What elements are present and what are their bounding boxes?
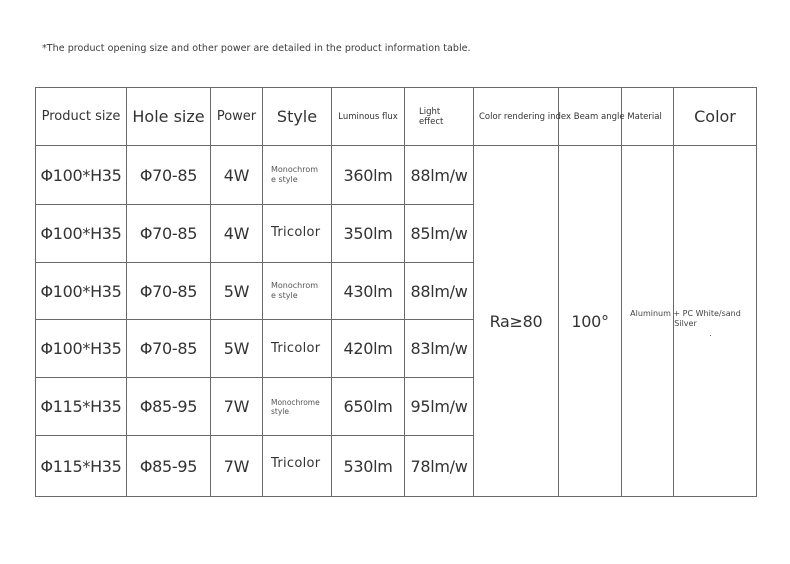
- table-row-4-style: Tricolor: [271, 341, 321, 356]
- table-row-3-hole-size: Φ70-85: [139, 281, 198, 301]
- table-row-6-effect: 78lm/w: [410, 456, 468, 476]
- table-row-1-power: 4W: [223, 165, 250, 185]
- table-row-3-power: 5W: [223, 281, 250, 301]
- header-power: Power: [216, 109, 257, 124]
- table-row-4-hole-size: Φ70-85: [139, 339, 198, 358]
- style-line1: Monochrom: [271, 281, 319, 290]
- table-row-1-effect: 88lm/w: [410, 165, 468, 185]
- style-line1: Monochrome: [271, 397, 320, 407]
- header-light-effect-line1: Light: [419, 106, 441, 117]
- table-row-5-power: 7W: [223, 397, 250, 416]
- table-row-4-power: 5W: [223, 339, 250, 358]
- table-row-1-hole-size: Φ70-85: [139, 165, 198, 185]
- merged-beam-angle: 100°: [571, 311, 609, 331]
- table-row-6-style: Tricolor: [271, 456, 321, 471]
- style-line2: e style: [271, 175, 298, 184]
- table-row-3-style: [263, 263, 331, 319]
- header-color: Color: [694, 107, 736, 126]
- header-style: Style: [276, 107, 318, 126]
- header-light-effect: [405, 88, 473, 145]
- table-row-2-style: Tricolor: [271, 225, 321, 240]
- material-color-line2: .: [709, 329, 712, 338]
- table-row-3-effect: 88lm/w: [410, 281, 468, 301]
- style-line2: style: [271, 406, 289, 416]
- table-row-1-style: [263, 146, 331, 204]
- header-cri-beam-material: Color rendering index Beam angle Material: [479, 111, 662, 122]
- table-row-6-flux: 530lm: [343, 456, 393, 476]
- table-row-5-product-size: Φ115*H35: [40, 397, 122, 416]
- material-color-line1: Aluminum + PC White/sand Silver: [630, 309, 741, 328]
- merged-material-color: [619, 146, 752, 496]
- table-row-5-style: [263, 378, 331, 435]
- table-row-2-product-size: Φ100*H35: [40, 224, 122, 243]
- table-row-2-flux: 350lm: [343, 224, 393, 243]
- header-luminous-flux: Luminous flux: [338, 111, 398, 122]
- table-row-6-power: 7W: [223, 456, 250, 476]
- table-row-5-effect: 95lm/w: [410, 397, 468, 416]
- table-row-4-effect: 83lm/w: [410, 339, 468, 358]
- header-hole-size: Hole size: [132, 107, 205, 126]
- style-line1: Monochrom: [271, 165, 319, 174]
- style-line2: e style: [271, 291, 298, 300]
- table-row-4-flux: 420lm: [343, 339, 393, 358]
- table-row-3-flux: 430lm: [343, 281, 393, 301]
- table-row-2-effect: 85lm/w: [410, 224, 468, 243]
- table-row-1-product-size: Φ100*H35: [40, 165, 122, 185]
- table-row-5-hole-size: Φ85-95: [139, 397, 198, 416]
- header-product-size: Product size: [41, 109, 121, 124]
- table-row-6-product-size: Φ115*H35: [40, 456, 122, 476]
- footnote: *The product opening size and other power are detailed in the product information table.: [42, 43, 471, 54]
- table-row-6-hole-size: Φ85-95: [139, 456, 198, 476]
- header-light-effect-line2: effect: [419, 116, 444, 127]
- table-row-5-flux: 650lm: [343, 397, 393, 416]
- merged-cri: Ra≥80: [489, 311, 543, 331]
- table-row-4-product-size: Φ100*H35: [40, 339, 122, 358]
- table-row-1-flux: 360lm: [343, 165, 393, 185]
- table-row-2-hole-size: Φ70-85: [139, 224, 198, 243]
- table-border-right: [756, 87, 757, 497]
- table-row-2-power: 4W: [223, 224, 250, 243]
- table-border-bottom: [35, 496, 757, 497]
- table-row-3-product-size: Φ100*H35: [40, 281, 122, 301]
